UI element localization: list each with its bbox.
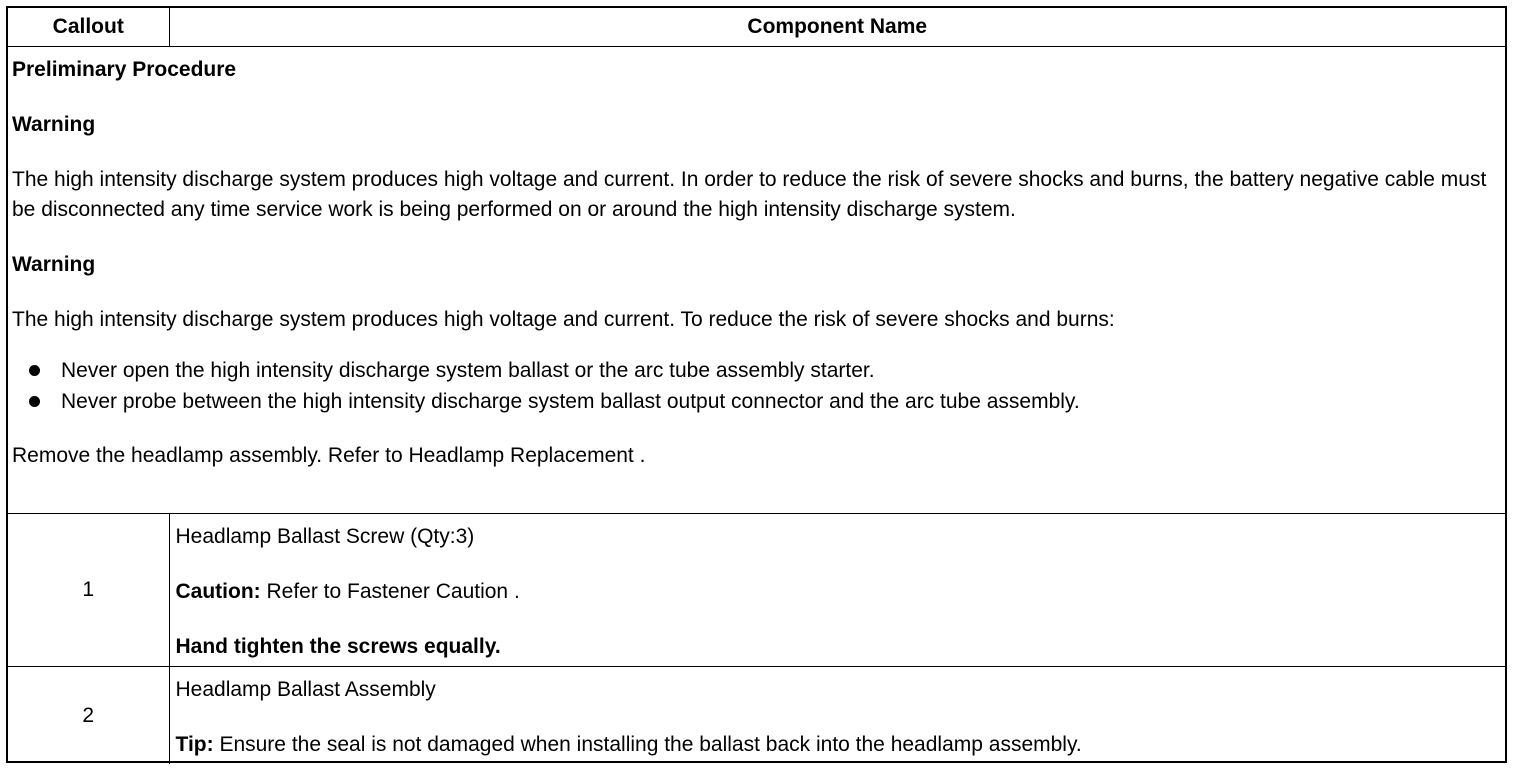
procedure-table [8,8,1505,764]
component-name: Headlamp Ballast Assembly [175,678,436,701]
note-label: Caution: [175,580,261,603]
callout-number: 1 [8,514,169,667]
component-extra-note: Hand tighten the screws equally. [175,635,501,658]
warning-bullet-list [12,355,1501,417]
component-cell [169,514,1505,667]
table-header-row [8,8,1505,47]
preliminary-cell [8,47,1505,514]
component-cell [169,667,1505,765]
note-text: Refer to Fastener Caution . [260,580,520,603]
warning-label-1: Warning [12,113,96,136]
bullet-icon [29,365,40,376]
component-name: Headlamp Ballast Screw (Qty:3) [175,525,475,548]
component-name-column-header: Component Name [169,8,1505,47]
component-note [176,730,1500,760]
table-row [8,514,1505,667]
table-row [8,667,1505,765]
warning-label-2: Warning [12,253,96,276]
remove-instruction: Remove the headlamp assembly. Refer to Headlamp Replacement . [12,444,646,467]
preliminary-row [8,47,1505,514]
list-item [12,355,1501,386]
note-text: Ensure the seal is not damaged when installing the ballast back into the headlamp assembly. [213,733,1082,756]
bullet-text: Never probe between the high intensity discharge system ballast output connector and the arc tube assembly. [61,390,1080,413]
bullet-icon [29,396,40,407]
bullet-text: Never open the high intensity discharge system ballast or the arc tube assembly starter. [61,359,875,382]
note-label: Tip: [175,733,214,756]
list-item [12,386,1501,417]
procedure-table-frame [6,6,1507,763]
warning-text-1: The high intensity discharge system produces high voltage and current. In order to reduce the risk of severe shocks and burns, the battery negative cable must be disconnected any time service work is being performed on or around the high intensity discharge system. [12,168,1487,221]
warning-text-2: The high intensity discharge system produces high voltage and current. To reduce the risk of severe shocks and burns: [12,308,1115,331]
preliminary-title: Preliminary Procedure [12,58,237,81]
callout-number: 2 [8,667,169,765]
callout-column-header: Callout [8,8,169,47]
component-note [176,577,1500,607]
